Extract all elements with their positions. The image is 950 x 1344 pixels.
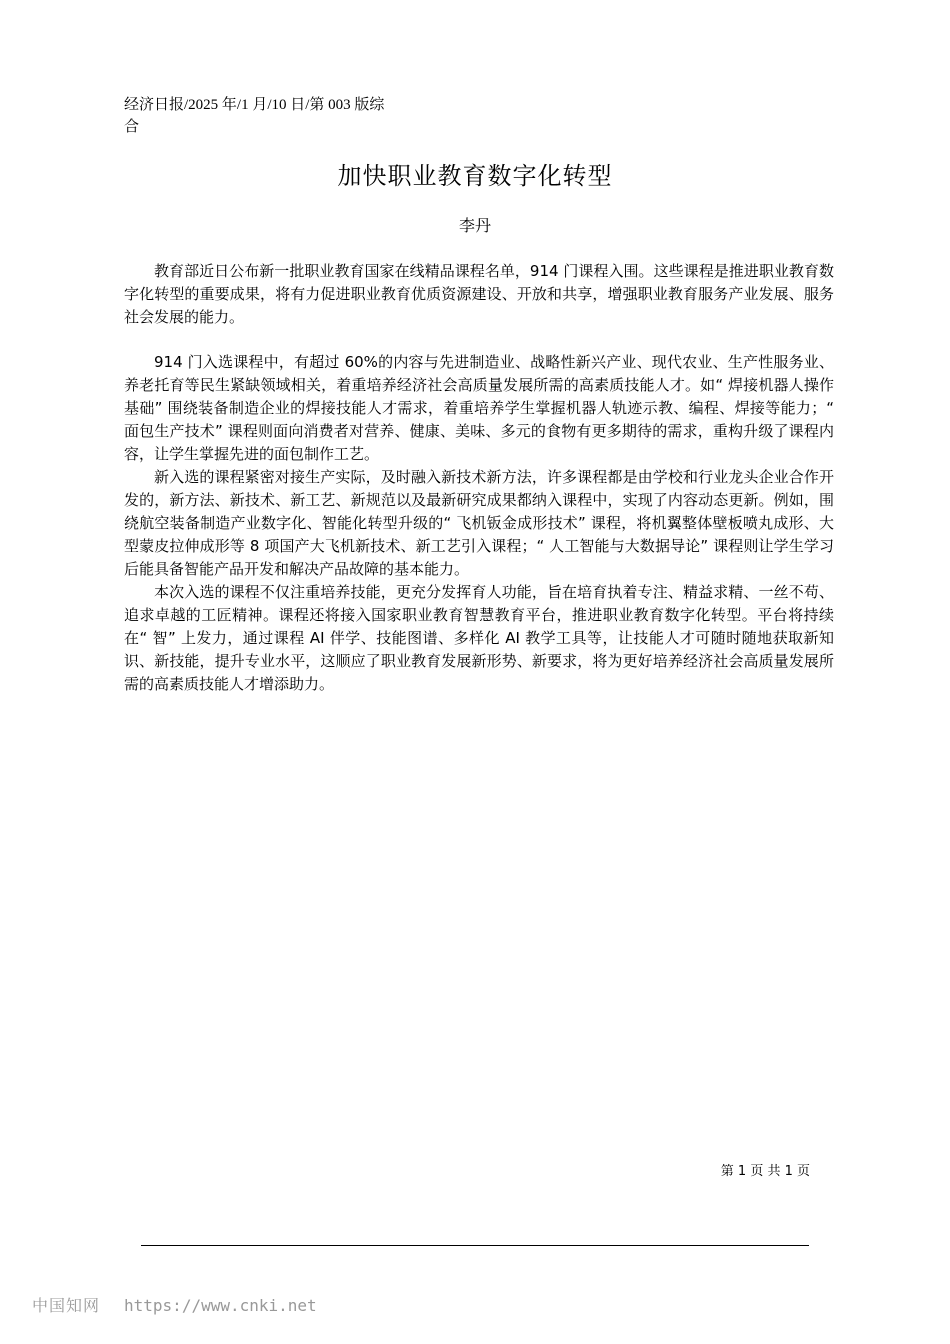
paragraph-3: 新入选的课程紧密对接生产实际，及时融入新技术新方法，许多课程都是由学校和行业龙头企业合作开发的，新方法、新技术、新工艺、新规范以及最新研究成果都纳入课程中，实现了内容动态更新。例如，围绕航空装备制造产业数字化、智能化转型升级的“ 飞机钣金成形技术” 课程，将机翼整体壁板喷丸成形、大型蒙皮拉伸成形等 8 项国产大飞机新技术、新工艺引入课程；“ 人工智能与大数据导论” 课程则让学生学习后能具备智能产品开发和解决产品故障的基本能力。 [124, 468, 834, 578]
page-number: 第 1 页 共 1 页 [720, 1164, 810, 1179]
watermark-url: https://www.cnki.net [124, 1296, 317, 1315]
watermark-name: 中国知网 [32, 1296, 101, 1315]
article-body [124, 260, 834, 696]
watermark [32, 1294, 317, 1318]
paragraph-2: 914 门入选课程中，有超过 60%的内容与先进制造业、战略性新兴产业、现代农业、生产性服务业、养老托育等民生紧缺领域相关，着重培养经济社会高质量发展所需的高素质技能人才。如“ 焊接机器人操作基础” 围绕装备制造企业的焊接技能人才需求，着重培养学生掌握机器人轨迹示教、编程、焊接等能力；“ 面包生产技术” 课程则面向消费者对营养、健康、美味、多元的食物有更多期待的需求，重构升级了课程内容，让学生掌握先进的面包制作工艺。 [124, 353, 834, 463]
footer-divider [141, 1245, 809, 1246]
paragraph-1: 教育部近日公布新一批职业教育国家在线精品课程名单，914 门课程入围。这些课程是推进职业教育数字化转型的重要成果，将有力促进职业教育优质资源建设、开放和共享，增强职业教育服务产业发展、服务社会发展的能力。 [124, 262, 834, 326]
source-line: 经济日报/2025 年/1 月/10 日/第 003 版综合 [124, 97, 385, 135]
paragraph-4: 本次入选的课程不仅注重培养技能，更充分发挥育人功能，旨在培育执着专注、精益求精、一丝不苟、追求卓越的工匠精神。课程还将接入国家职业教育智慧教育平台，推进职业教育数字化转型。平台将持续在“ 智” 上发力，通过课程 AI 伴学、技能图谱、多样化 AI 教学工具等，让技能人才可随时随地获取新知识、新技能，提升专业水平，这顺应了职业教育发展新形势、新要求，将为更好培养经济社会高质量发展所需的高素质技能人才增添助力。 [124, 583, 834, 693]
article-title: 加快职业教育数字化转型 [337, 162, 613, 190]
article-author: 李丹 [458, 216, 491, 235]
